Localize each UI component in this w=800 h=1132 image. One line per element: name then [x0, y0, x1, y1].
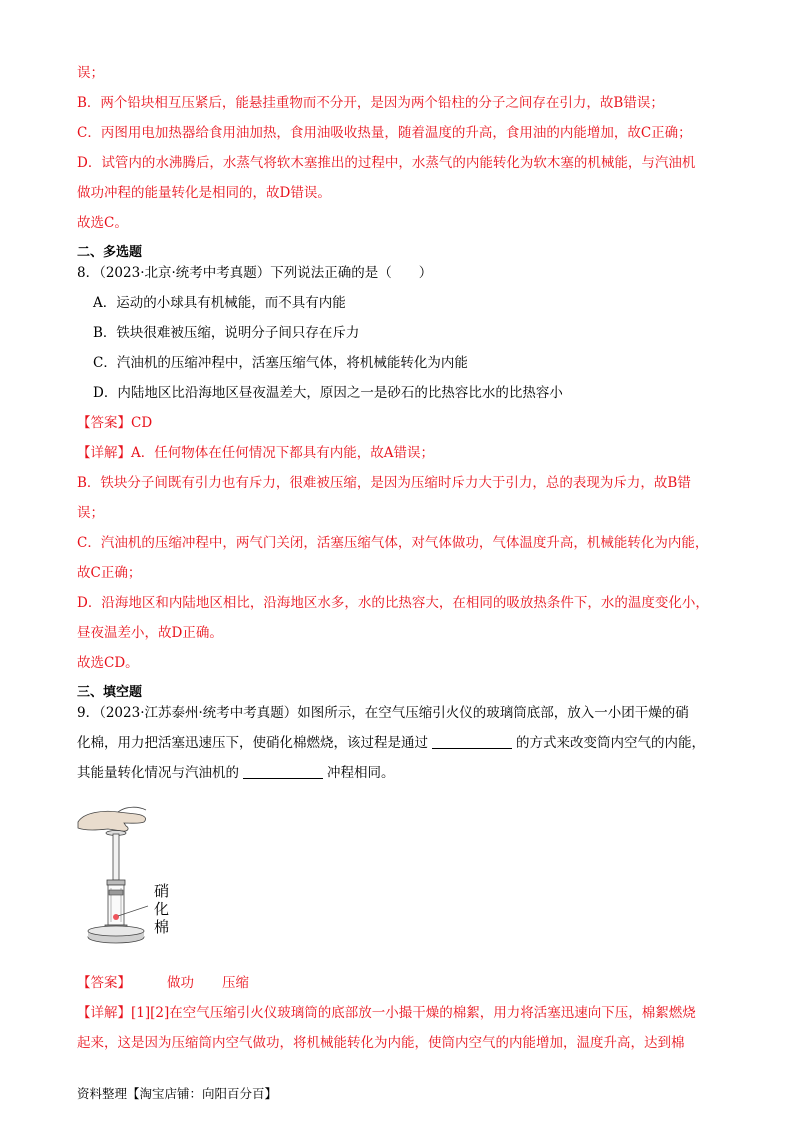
section-title: 三、填空题 [77, 685, 143, 700]
answer-label: 【答案】 [77, 975, 131, 991]
answer-value: 做功 [167, 975, 194, 991]
conclusion-line: 故选C。 [77, 215, 128, 231]
solution-line: B．两个铅块相互压紧后，能悬挂重物而不分开，是因为两个铅柱的分子之间存在引力，故B错误； [77, 95, 664, 111]
question-text: 冲程相同。 [327, 765, 395, 781]
detail-line: 故C正确； [77, 565, 142, 581]
conclusion-line: 故选CD。 [77, 655, 139, 671]
detail-line: 昼夜温差小，故D正确。 [77, 625, 223, 641]
detail-label: 【详解】 [77, 445, 131, 461]
option-a: A．运动的小球具有机械能，而不具有内能 [93, 295, 346, 311]
figure-label: 硝 [154, 882, 170, 900]
answer-blank [432, 734, 512, 749]
question-line [77, 733, 705, 753]
detail-text: [1][2]在空气压缩引火仪玻璃筒的底部放一小撮干燥的棉絮，用力将活塞迅速向下压，棉絮燃烧 [131, 1005, 696, 1021]
fire-piston-figure [74, 800, 184, 948]
question-text: 的方式来改变筒内空气的内能， [516, 735, 705, 751]
figure-label: 棉 [154, 918, 170, 936]
detail-label: 【详解】 [77, 1005, 131, 1021]
detail-line: 起来，这是因为压缩筒内空气做功，将机械能转化为内能，使筒内空气的内能增加，温度升高，达到棉 [77, 1035, 685, 1051]
detail-line: C．汽油机的压缩冲程中，两气门关闭，活塞压缩气体，对气体做功，气体温度升高，机械能转化为内能， [77, 535, 709, 551]
page-footer: 资料整理【淘宝店铺：向阳百分百】 [77, 1086, 278, 1101]
question-line [77, 763, 395, 783]
solution-line: D．试管内的水沸腾后，水蒸气将软木塞推出的过程中，水蒸气的内能转化为软木塞的机械能，与汽油机 [77, 155, 696, 171]
solution-line: 做功冲程的能量转化是相同的，故D错误。 [77, 185, 331, 201]
detail-line: B．铁块分子间既有引力也有斥力，很难被压缩，是因为压缩时斥力大于引力，总的表现为斥力，故B错 [77, 475, 691, 491]
question-stem: 8．（2023·北京·统考中考真题）下列说法正确的是（ ） [77, 265, 433, 281]
detail-text: A．任何物体在任何情况下都具有内能，故A错误； [131, 445, 434, 461]
option-d: D．内陆地区比沿海地区昼夜温差大，原因之一是砂石的比热容比水的比热容小 [93, 385, 563, 401]
detail-line [77, 443, 434, 463]
option-b: B．铁块很难被压缩，说明分子间只存在斥力 [93, 325, 360, 341]
detail-line: D．沿海地区和内陆地区相比，沿海地区水多，水的比热容大，在相同的吸放热条件下，水的温度变化小， [77, 595, 709, 611]
solution-line: C．丙图用电加热器给食用油加热，食用油吸收热量，随着温度的升高，食用油的内能增加，故C正确； [77, 125, 692, 141]
answer-line [77, 973, 249, 993]
question-stem: 9．（2023·江苏泰州·统考中考真题）如图所示，在空气压缩引火仪的玻璃筒底部，放入一小团干燥的硝 [77, 705, 689, 721]
detail-line [77, 1003, 696, 1023]
answer-line [77, 413, 152, 433]
question-text: 其能量转化情况与汽油机的 [77, 765, 239, 781]
detail-line: 误； [77, 505, 104, 521]
question-text: 化棉，用力把活塞迅速压下，使硝化棉燃烧，该过程是通过 [77, 735, 428, 751]
answer-value: 压缩 [222, 975, 249, 991]
figure-label: 化 [154, 900, 170, 918]
answer-blank [243, 764, 323, 779]
answer-label: 【答案】 [77, 415, 131, 431]
answer-value: CD [131, 415, 153, 431]
solution-line: 误； [77, 65, 104, 81]
option-c: C．汽油机的压缩冲程中，活塞压缩气体，将机械能转化为内能 [93, 355, 468, 371]
section-title: 二、多选题 [77, 245, 143, 260]
